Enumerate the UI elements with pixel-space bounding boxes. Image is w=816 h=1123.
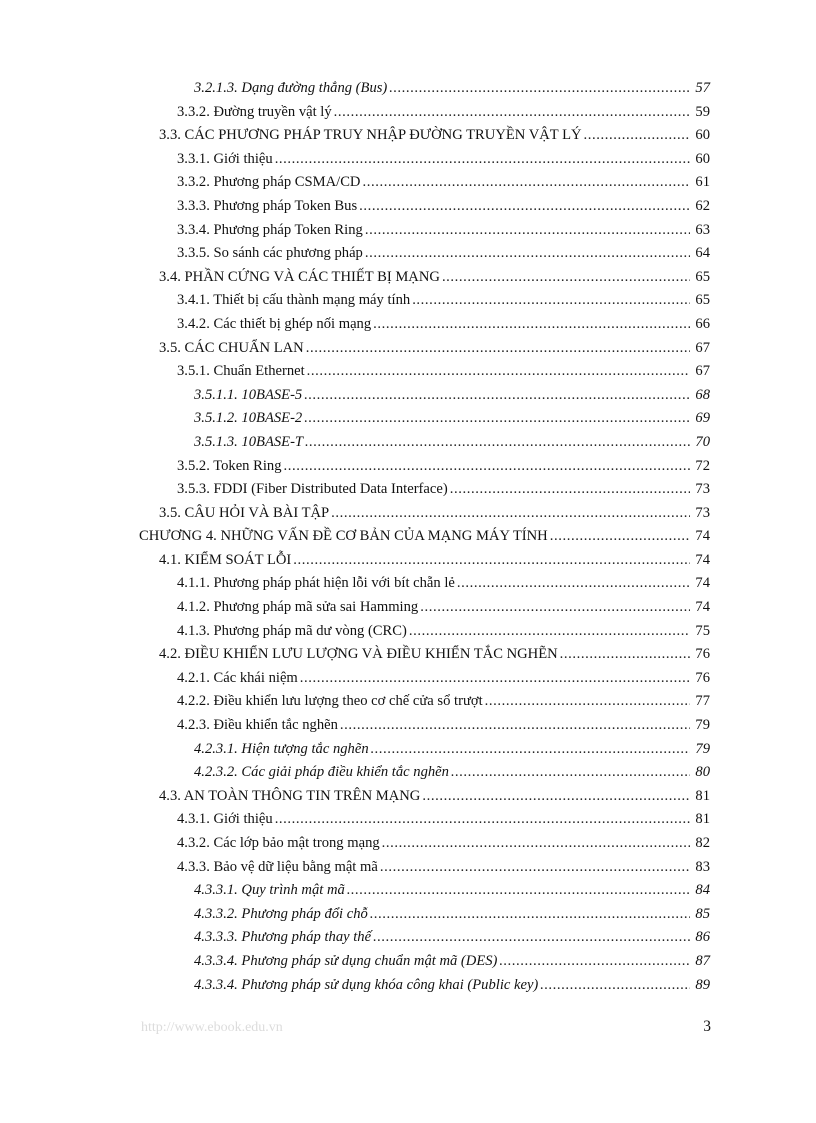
toc-entry-title: 4.2. ĐIỀU KHIỂN LƯU LƯỢNG VÀ ĐIỀU KHIỂN TẮC NGHẼN	[159, 646, 558, 663]
toc-entry-page: 60	[695, 150, 710, 167]
toc-entry-page: 74	[695, 528, 710, 545]
toc-entry[interactable]	[0, 620, 816, 644]
toc-dot-leader	[305, 431, 690, 455]
toc-entry-title: 4.1.3. Phương pháp mã dư vòng (CRC)	[177, 622, 407, 639]
toc-entry-title: 4.3.3.4. Phương pháp sử dụng chuẩn mật mã (DES)	[194, 952, 498, 969]
toc-entry[interactable]	[0, 77, 816, 101]
toc-entry[interactable]	[0, 360, 816, 384]
toc-entry-page: 76	[695, 669, 710, 686]
toc-entry-title: 4.2.1. Các khái niệm	[177, 669, 298, 686]
table-of-contents	[0, 77, 816, 997]
toc-entry-page: 61	[695, 174, 710, 191]
toc-entry[interactable]	[0, 643, 816, 667]
toc-entry-title: 4.3. AN TOÀN THÔNG TIN TRÊN MẠNG	[159, 787, 421, 804]
toc-dot-leader	[371, 738, 690, 762]
toc-entry-title: 3.5.1.3. 10BASE-T	[194, 433, 304, 450]
toc-entry[interactable]	[0, 738, 816, 762]
toc-entry[interactable]	[0, 195, 816, 219]
toc-entry-page: 79	[695, 717, 710, 734]
toc-dot-leader	[382, 832, 690, 856]
toc-entry-page: 66	[695, 315, 710, 332]
toc-entry-title: 3.4.2. Các thiết bị ghép nối mạng	[177, 315, 372, 332]
toc-entry[interactable]	[0, 171, 816, 195]
toc-dot-leader	[307, 360, 690, 384]
toc-dot-leader	[457, 572, 690, 596]
footer-url-watermark: http://www.ebook.edu.vn	[141, 1020, 283, 1035]
toc-entry-title: 3.3.2. Đường truyền vật lý	[177, 103, 332, 120]
toc-entry-page: 64	[695, 245, 710, 262]
toc-entry-title: 3.3.3. Phương pháp Token Bus	[177, 197, 358, 214]
toc-entry[interactable]	[0, 384, 816, 408]
toc-entry[interactable]	[0, 785, 816, 809]
toc-entry-page: 75	[695, 622, 710, 639]
toc-entry-title: 4.3.1. Giới thiệu	[177, 811, 273, 828]
toc-entry[interactable]	[0, 926, 816, 950]
toc-dot-leader	[304, 384, 690, 408]
toc-entry-title: 4.3.3.2. Phương pháp đổi chỗ	[194, 905, 368, 922]
toc-entry[interactable]	[0, 242, 816, 266]
toc-entry-title: 3.5.2. Token Ring	[177, 457, 282, 474]
toc-entry-title: 4.3.2. Các lớp bảo mật trong mạng	[177, 835, 380, 851]
toc-dot-leader	[284, 455, 690, 479]
toc-entry-title: CHƯƠNG 4. NHỮNG VẤN ĐỀ CƠ BẢN CỦA MẠNG MÁY TÍNH	[139, 528, 548, 545]
toc-dot-leader	[409, 620, 690, 644]
toc-entry[interactable]	[0, 974, 816, 998]
toc-entry[interactable]	[0, 856, 816, 880]
toc-entry[interactable]	[0, 761, 816, 785]
toc-entry-page: 63	[695, 221, 710, 238]
toc-entry-page: 65	[695, 268, 710, 285]
toc-dot-leader	[485, 690, 690, 714]
toc-entry-page: 77	[695, 693, 710, 710]
toc-entry-title: 3.4. PHẦN CỨNG VÀ CÁC THIẾT BỊ MẠNG	[159, 268, 440, 285]
toc-entry-title: 4.1.2. Phương pháp mã sửa sai Hamming	[177, 599, 419, 616]
toc-entry-page: 80	[695, 764, 710, 781]
toc-entry-page: 72	[695, 457, 710, 474]
toc-dot-leader	[340, 714, 690, 738]
toc-dot-leader	[275, 808, 690, 832]
toc-entry-page: 87	[695, 952, 710, 969]
toc-entry-page: 85	[695, 905, 710, 922]
toc-dot-leader	[362, 171, 690, 195]
toc-entry-page: 57	[695, 80, 710, 96]
toc-entry-page: 68	[695, 386, 710, 403]
toc-entry[interactable]	[0, 903, 816, 927]
toc-dot-leader	[380, 856, 690, 880]
toc-entry[interactable]	[0, 525, 816, 549]
toc-entry-page: 62	[695, 197, 710, 214]
toc-entry-page: 73	[695, 504, 710, 521]
toc-entry-page: 60	[695, 127, 710, 144]
toc-entry-title: 3.5.3. FDDI (Fiber Distributed Data Interface)	[177, 481, 448, 498]
toc-dot-leader	[331, 502, 690, 526]
toc-entry-title: 3.2.1.3. Dạng đường thẳng (Bus)	[194, 80, 388, 96]
toc-entry-page: 70	[695, 433, 710, 450]
toc-dot-leader	[584, 124, 690, 148]
toc-entry[interactable]	[0, 808, 816, 832]
toc-dot-leader	[347, 879, 690, 903]
toc-entry-title: 4.2.2. Điều khiển lưu lượng theo cơ chế cửa sổ trượt	[177, 693, 483, 710]
toc-entry-title: 4.3.3.3. Phương pháp thay thế	[194, 929, 372, 946]
toc-dot-leader	[450, 478, 690, 502]
toc-dot-leader	[365, 242, 690, 266]
toc-entry[interactable]	[0, 832, 816, 856]
toc-entry-page: 74	[695, 599, 710, 616]
toc-entry-title: 3.5.1. Chuẩn Ethernet	[177, 363, 305, 380]
toc-entry-title: 4.3.3.1. Quy trình mật mã	[194, 882, 345, 899]
toc-entry-title: 3.5.1.1. 10BASE-5	[194, 386, 303, 403]
toc-dot-leader	[442, 266, 690, 290]
toc-entry[interactable]	[0, 478, 816, 502]
toc-entry-title: 4.2.3.2. Các giải pháp điều khiển tắc nghẽn	[194, 764, 449, 781]
toc-entry-page: 69	[695, 410, 710, 427]
toc-entry[interactable]	[0, 266, 816, 290]
toc-dot-leader	[560, 643, 690, 667]
toc-entry[interactable]	[0, 289, 816, 313]
toc-entry[interactable]	[0, 431, 816, 455]
toc-entry[interactable]	[0, 124, 816, 148]
toc-entry-page: 74	[695, 551, 710, 568]
toc-dot-leader	[275, 148, 690, 172]
toc-entry[interactable]	[0, 219, 816, 243]
toc-entry-title: 3.5. CÁC CHUẨN LAN	[159, 339, 304, 356]
toc-entry-page: 79	[695, 740, 710, 757]
toc-entry-title: 3.4.1. Thiết bị cấu thành mạng máy tính	[177, 292, 411, 309]
toc-entry-title: 4.2.3.1. Hiện tượng tắc nghẽn	[194, 740, 369, 757]
toc-entry-page: 81	[695, 787, 710, 804]
toc-dot-leader	[359, 195, 690, 219]
toc-dot-leader	[334, 101, 690, 125]
toc-entry-title: 4.3.3. Bảo vệ dữ liệu bằng mật mã	[177, 858, 378, 875]
toc-dot-leader	[304, 407, 690, 431]
toc-entry[interactable]	[0, 549, 816, 573]
toc-entry[interactable]	[0, 572, 816, 596]
toc-entry[interactable]	[0, 502, 816, 526]
toc-entry-title: 3.3.1. Giới thiệu	[177, 150, 273, 167]
toc-entry-title: 3.3.2. Phương pháp CSMA/CD	[177, 174, 361, 191]
toc-entry-title: 3.3.4. Phương pháp Token Ring	[177, 221, 363, 238]
toc-entry[interactable]	[0, 455, 816, 479]
toc-dot-leader	[412, 289, 690, 313]
toc-entry-title: 4.2.3. Điều khiển tắc nghẽn	[177, 717, 338, 734]
page-number: 3	[703, 1018, 711, 1035]
toc-entry-page: 86	[695, 929, 710, 946]
toc-entry[interactable]	[0, 690, 816, 714]
toc-entry-page: 76	[695, 646, 710, 663]
toc-entry-page: 89	[695, 976, 710, 993]
toc-entry-page: 84	[695, 882, 710, 899]
toc-entry-title: 4.3.3.4. Phương pháp sử dụng khóa công khai (Public key)	[194, 976, 539, 993]
toc-dot-leader	[420, 596, 690, 620]
toc-entry-title: 3.3. CÁC PHƯƠNG PHÁP TRUY NHẬP ĐƯỜNG TRUYỀN VẬT LÝ	[159, 127, 582, 144]
toc-entry[interactable]	[0, 596, 816, 620]
toc-entry-page: 74	[695, 575, 710, 592]
toc-dot-leader	[373, 926, 690, 950]
toc-entry-page: 81	[695, 811, 710, 828]
toc-entry[interactable]	[0, 879, 816, 903]
page-footer	[141, 1020, 711, 1040]
toc-dot-leader	[422, 785, 690, 809]
toc-dot-leader	[373, 313, 690, 337]
toc-entry[interactable]	[0, 407, 816, 431]
toc-entry[interactable]	[0, 101, 816, 125]
toc-entry-title: 4.1.1. Phương pháp phát hiện lỗi với bít chẵn lẻ	[177, 575, 455, 592]
toc-dot-leader	[300, 667, 690, 691]
toc-dot-leader	[540, 974, 690, 998]
toc-dot-leader	[550, 525, 690, 549]
toc-entry-title: 3.3.5. So sánh các phương pháp	[177, 245, 363, 262]
toc-entry-title: 3.5. CÂU HỎI VÀ BÀI TẬP	[159, 504, 330, 521]
toc-dot-leader	[370, 903, 690, 927]
toc-dot-leader	[365, 219, 690, 243]
toc-entry-title: 3.5.1.2. 10BASE-2	[194, 410, 303, 427]
toc-entry[interactable]	[0, 667, 816, 691]
toc-entry-page: 83	[695, 858, 710, 875]
toc-dot-leader	[499, 950, 690, 974]
toc-entry-page: 82	[695, 835, 710, 851]
toc-entry-page: 67	[695, 339, 710, 356]
toc-entry[interactable]	[0, 148, 816, 172]
toc-entry[interactable]	[0, 313, 816, 337]
toc-dot-leader	[451, 761, 690, 785]
toc-dot-leader	[389, 77, 690, 101]
toc-entry-page: 59	[695, 103, 710, 120]
toc-entry[interactable]	[0, 714, 816, 738]
toc-dot-leader	[293, 549, 690, 573]
toc-entry-page: 65	[695, 292, 710, 309]
toc-entry-title: 4.1. KIỂM SOÁT LỖI	[159, 551, 292, 568]
toc-entry-page: 73	[695, 481, 710, 498]
toc-entry[interactable]	[0, 337, 816, 361]
toc-dot-leader	[306, 337, 690, 361]
toc-entry[interactable]	[0, 950, 816, 974]
toc-entry-page: 67	[695, 363, 710, 380]
